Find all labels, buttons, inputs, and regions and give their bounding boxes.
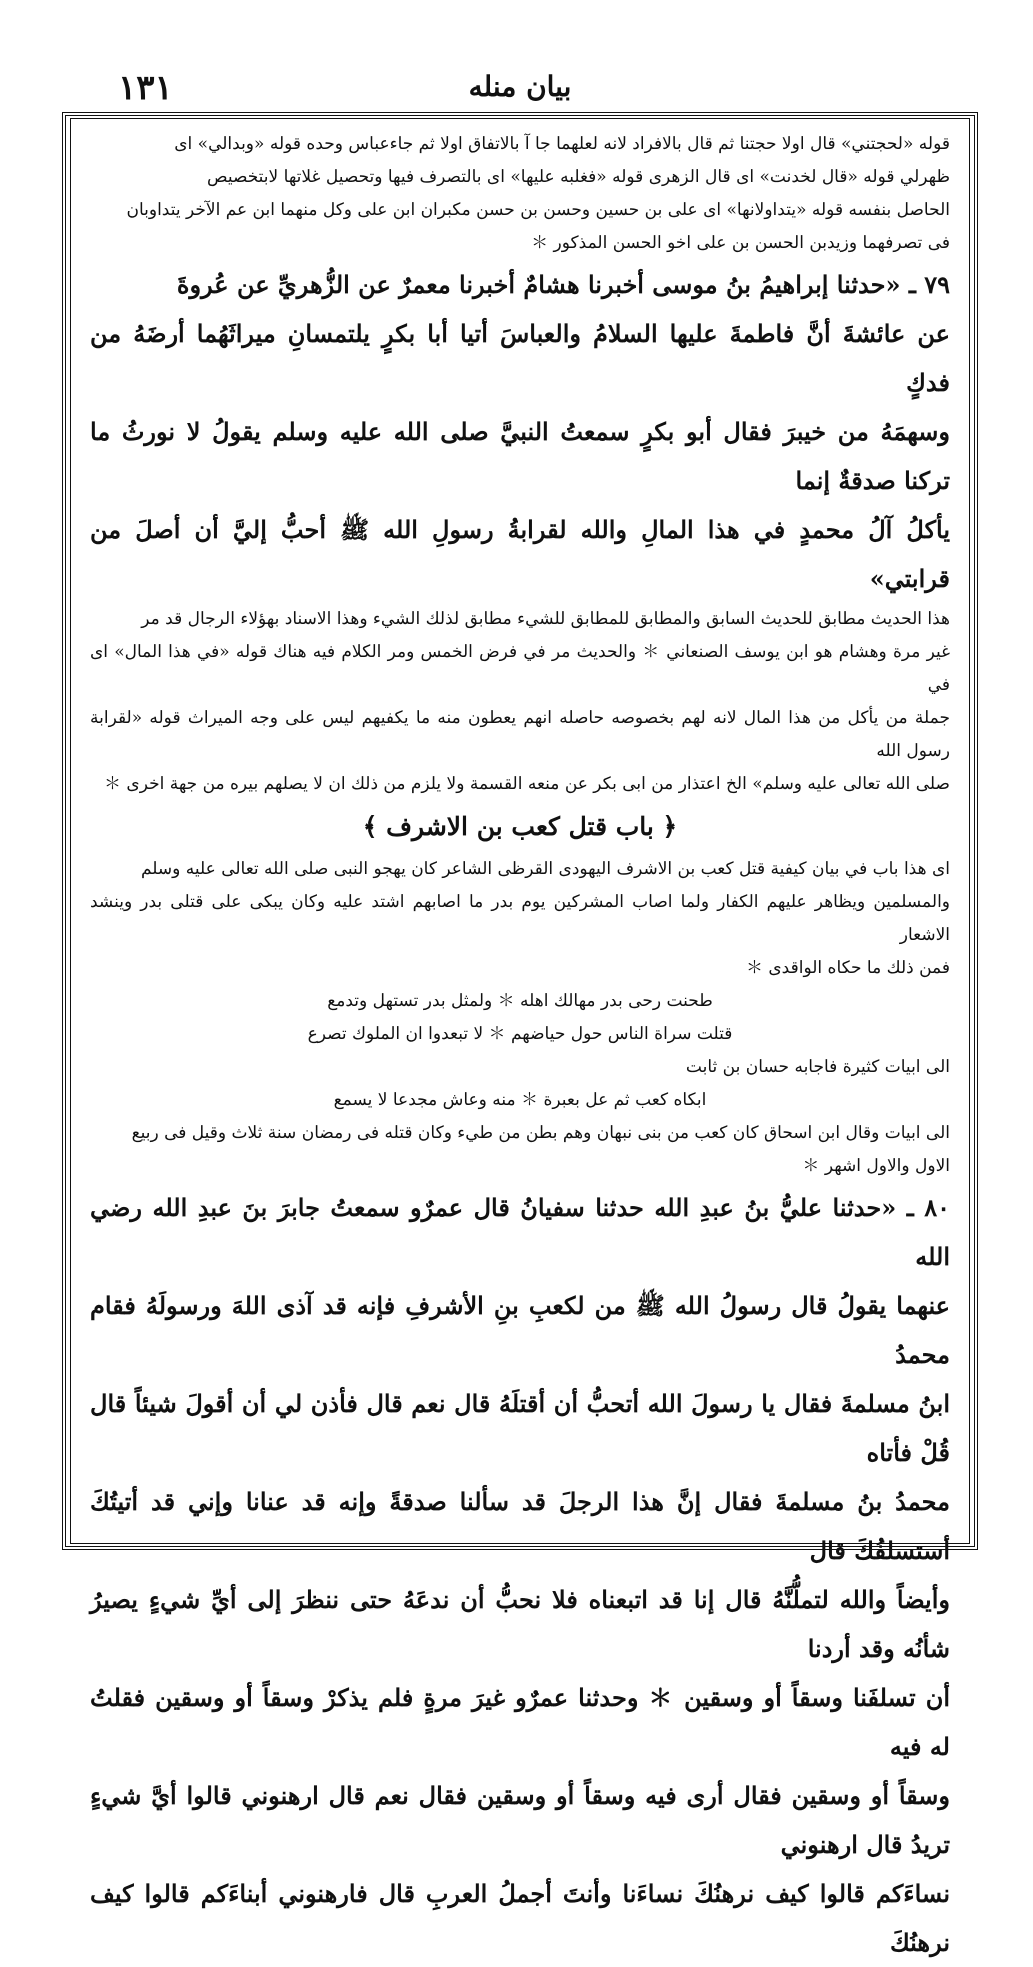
hadith-80-line: ٨٠ ـ «حدثنا عليُّ بنُ عبدِ الله حدثنا سفيانُ قال عمرٌو سمعتُ جابرَ بنَ عبدِ الله رضي الله xyxy=(90,1193,950,1271)
hadith-80-line: ابنُ مسلمةَ فقال يا رسولَ الله أتحبُّ أن أقتلَهُ قال نعم قال فأذن لي أن أقولَ شيئاً قال قُلْ فأتاه xyxy=(90,1389,950,1467)
commentary-line: الى ابيات وقال ابن اسحاق كان كعب من بنى نبهان وهم بطن من طيء وكان قتله فى رمضان سنة ثلاث وقيل فى ربيع xyxy=(131,1123,950,1143)
hadith-80-line: محمدُ بنُ مسلمةَ فقال إنَّ هذا الرجلَ قد سألنا صدقةً وإنه قد عنانا وإني قد أتيتُكَ أستسلفُكَ قال xyxy=(90,1487,950,1565)
poetry-verse: طحنت رحى بدر مهالك اهله ＊ ولمثل بدر تستهل وتدمع xyxy=(327,991,713,1011)
chapter-heading: ﴿ باب قتل كعب بن الاشرف ﴾ xyxy=(362,812,678,841)
commentary-line: الاول والاول اشهر ＊ xyxy=(802,1156,950,1176)
hadith-80-line: وأيضاً والله لتملُّنَّهُ قال إنا قد اتبعناه فلا نحبُّ أن ندعَهُ حتى ننظرَ إلى أيِّ شيءٍ يصيرُ شأنُه وقد أردنا xyxy=(90,1585,950,1663)
hadith-80-line: وسقاً أو وسقين فقال أرى فيه وسقاً أو وسقين فقال نعم قال ارهنوني قالوا أيَّ شيءٍ تريدُ قال ارهنوني xyxy=(90,1781,950,1859)
hadith-79-line: يأكلُ آلُ محمدٍ في هذا المالِ والله لقرابةُ رسولِ الله ﷺ أحبُّ إليَّ أن أصلَ من قرابتي» xyxy=(90,515,950,593)
commentary-line: فى تصرفهما وزيدبن الحسن بن على اخو الحسن المذكور ＊ xyxy=(531,233,950,253)
commentary-line: اى هذا باب في بيان كيفية قتل كعب بن الاشرف اليهودى القرظى الشاعر كان يهجو النبى صلى الله تعالى عليه وسلم xyxy=(140,859,950,879)
commentary-line: صلى الله تعالى عليه وسلم» الخ اعتذار من ابى بكر عن منعه القسمة ولا يلزم من ذلك ان لا يصلهم بيره من جهة اخرى ＊ xyxy=(103,774,950,794)
page-bottom-edge xyxy=(0,1560,1033,1570)
hadith-79-line: عن عائشةَ أنَّ فاطمةَ عليها السلامُ والعباسَ أتيا أبا بكرٍ يلتمسانِ ميراثَهُما أرضَهُ من فدكٍ xyxy=(90,319,950,397)
commentary-line: الى ابيات كثيرة فاجابه حسان بن ثابت xyxy=(685,1057,950,1077)
running-title: بيان منله xyxy=(468,70,572,103)
hadith-79-line: ٧٩ ـ «حدثنا إبراهيمُ بنُ موسى أخبرنا هشامٌ أخبرنا معمرٌ عن الزُّهريِّ عن عُروةَ xyxy=(176,270,950,299)
poetry-verse: قتلت سراة الناس حول حياضهم ＊ لا تبعدوا ان الملوك تصرع xyxy=(307,1024,733,1044)
commentary-line: جملة من يأكل من هذا المال لانه لهم بخصوصه حاصله انهم يعطون منه ما يكفيهم ليس على وجه الميراث قوله «لقرابة رسول الله xyxy=(90,708,950,761)
hadith-79-line: وسهمَهُ من خيبرَ فقال أبو بكرٍ سمعتُ النبيَّ صلى الله عليه وسلم يقولُ لا نورثُ ما تركنا صدقةٌ إنما xyxy=(90,417,950,495)
page-header xyxy=(60,60,980,112)
commentary-line: ظهرلي قوله «قال لخدنت» اى قال الزهرى قوله «فغلبه عليها» اى بالتصرف فيها وتحصيل غلاتها لابتخصيص xyxy=(207,167,950,187)
hadith-80-line: عنهما يقولُ قال رسولُ الله ﷺ من لكعبِ بنِ الأشرفِ فإنه قد آذى اللهَ ورسولَهُ فقام محمدُ xyxy=(90,1291,951,1369)
hadith-80-line: نساءَكم قالوا كيف نرهنُكَ نساءَنا وأنتَ أجملُ العربِ قال فارهنوني أبناءَكم قالوا كيف نرهنُكَ xyxy=(90,1879,950,1957)
commentary-line: والمسلمين ويظاهر عليهم الكفار ولما اصاب المشركين يوم بدر ما اصابهم اشتد عليه وكان يبكى على قتلى بدر وينشد الاشعار xyxy=(90,892,950,945)
hadith-80-line: أن تسلفَنا وسقاً أو وسقين ＊ وحدثنا عمرٌو غيرَ مرةٍ فلم يذكرْ وسقاً أو وسقين فقلتُ له فيه xyxy=(90,1683,950,1761)
poetry-verse: ابكاه كعب ثم عل بعبرة ＊ منه وعاش مجدعا لا يسمع xyxy=(333,1090,707,1110)
commentary-line: قوله «لحجتني» قال اولا حجتنا ثم قال بالافراد لانه لعلهما جا آ بالاتفاق اولا ثم جاءعباس وحده قوله «وبدالي» اى xyxy=(174,134,950,154)
page-body xyxy=(90,128,951,1957)
commentary-line: هذا الحديث مطابق للحديث السابق والمطابق للمطابق للشيء مطابق لذلك الشيء وهذا الاسناد بهؤلاء الرجال قد مر xyxy=(141,609,950,629)
page-number: ١٣١ xyxy=(118,68,173,108)
commentary-line: الحاصل بنفسه قوله «يتداولانها» اى على بن حسين وحسن بن حسن مكبران ابن على وكل منهما ابن عم الآخر يتداوبان xyxy=(126,200,950,220)
commentary-line: فمن ذلك ما حكاه الواقدى ＊ xyxy=(745,958,950,978)
commentary-line: غير مرة وهشام هو ابن يوسف الصنعاني ＊ والحديث مر في فرض الخمس ومر الكلام فيه هناك قوله «في هذا المال» اى في xyxy=(90,642,950,695)
